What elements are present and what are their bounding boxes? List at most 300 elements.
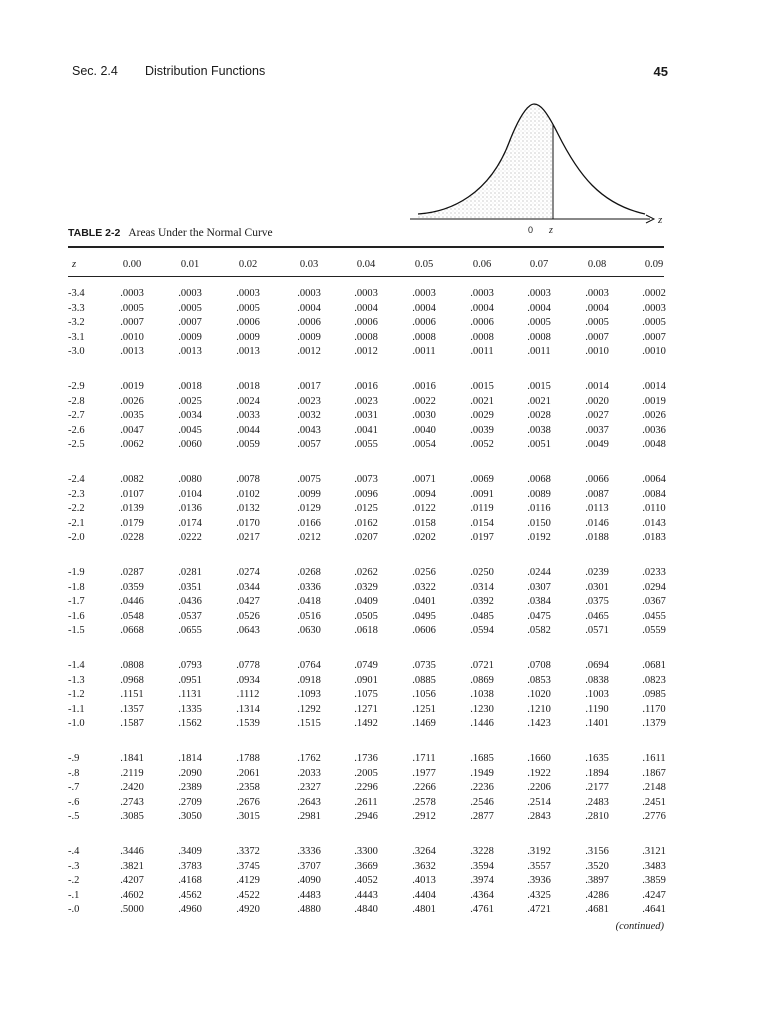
- area-cell: .0011: [412, 346, 436, 357]
- area-cell: .0268: [297, 567, 321, 578]
- area-cell: .2033: [297, 767, 321, 779]
- area-cell: .0009: [297, 331, 321, 343]
- area-cell: .0516: [297, 610, 321, 622]
- area-cell: .0197: [470, 532, 494, 543]
- area-cell: .1379: [642, 718, 666, 729]
- z-value-cell: -3.3: [68, 302, 85, 314]
- z-value-cell: -2.6: [68, 424, 85, 436]
- area-cell: .2389: [178, 782, 202, 793]
- area-cell: .0069: [470, 474, 494, 485]
- area-cell: .1949: [470, 767, 494, 779]
- area-cell: .0018: [236, 381, 260, 392]
- continued-note: (continued): [615, 921, 664, 932]
- area-cell: .0048: [642, 439, 666, 450]
- area-cell: .0026: [642, 410, 666, 421]
- area-cell: .4207: [120, 875, 144, 886]
- area-cell: .0006: [236, 317, 260, 328]
- area-cell: .0116: [527, 503, 551, 514]
- area-cell: .0003: [642, 302, 666, 314]
- area-cell: .0004: [297, 302, 321, 314]
- area-cell: .0016: [412, 381, 436, 392]
- area-cell: .0793: [178, 660, 202, 671]
- area-cell: .0004: [412, 302, 436, 314]
- z-value-cell: -1.9: [68, 567, 85, 578]
- area-cell: .0010: [585, 346, 609, 357]
- area-cell: .2327: [297, 782, 321, 793]
- area-cell: .4602: [120, 889, 144, 901]
- area-cell: .2843: [527, 811, 551, 822]
- area-cell: .0015: [527, 381, 551, 392]
- area-cell: .0038: [527, 424, 551, 436]
- z-value-cell: -2.4: [68, 474, 85, 485]
- area-cell: .4052: [354, 875, 378, 886]
- z-value-cell: -.0: [68, 904, 80, 915]
- area-cell: .4681: [585, 904, 609, 915]
- area-cell: .0003: [527, 288, 551, 299]
- area-cell: .0885: [412, 674, 436, 686]
- area-cell: .4562: [178, 889, 202, 901]
- area-cell: .0322: [412, 581, 436, 593]
- area-cell: .0495: [412, 610, 436, 622]
- area-cell: .0073: [354, 474, 378, 485]
- area-cell: .0008: [412, 331, 436, 343]
- area-cell: .0110: [642, 503, 666, 514]
- area-cell: .3897: [585, 875, 609, 886]
- zero-label: 0: [528, 225, 534, 235]
- area-cell: .3821: [120, 860, 144, 872]
- area-cell: .3446: [120, 846, 144, 857]
- area-cell: .0084: [642, 488, 666, 500]
- area-cell: .2709: [178, 796, 202, 808]
- header-col-0.02: 0.02: [238, 259, 258, 270]
- area-cell: .0250: [470, 567, 494, 578]
- area-cell: .0002: [642, 288, 666, 299]
- section-label: Sec. 2.4: [72, 64, 118, 78]
- area-cell: .2483: [585, 796, 609, 808]
- area-cell: .0418: [297, 596, 321, 607]
- area-cell: .0013: [120, 346, 144, 357]
- area-cell: .1736: [354, 753, 378, 764]
- area-cell: .1038: [470, 689, 494, 700]
- area-cell: .1314: [236, 703, 260, 715]
- area-cell: .0035: [120, 410, 144, 421]
- area-cell: .4761: [470, 904, 494, 915]
- area-cell: .0202: [412, 532, 436, 543]
- area-cell: .0708: [527, 660, 551, 671]
- area-cell: .2514: [527, 796, 551, 808]
- area-cell: .0044: [236, 424, 260, 436]
- area-cell: .1814: [178, 753, 202, 764]
- area-cell: .3745: [236, 860, 260, 872]
- area-cell: .3594: [470, 860, 494, 872]
- page-number: 45: [653, 64, 668, 79]
- area-cell: .2981: [297, 811, 321, 822]
- area-cell: .0559: [642, 625, 666, 636]
- area-cell: .4404: [412, 889, 436, 901]
- area-cell: .0003: [470, 288, 494, 299]
- area-cell: .4013: [412, 875, 436, 886]
- area-cell: .1635: [585, 753, 609, 764]
- area-cell: .4641: [642, 904, 666, 915]
- area-cell: .0136: [178, 503, 202, 514]
- header-col-0.07: 0.07: [529, 259, 549, 270]
- area-cell: .0013: [178, 346, 202, 357]
- area-cell: .0047: [120, 424, 144, 436]
- area-cell: .0008: [354, 331, 378, 343]
- area-cell: .2148: [642, 782, 666, 793]
- area-cell: .3557: [527, 860, 551, 872]
- area-cell: .0003: [354, 288, 378, 299]
- z-value-cell: -1.4: [68, 660, 85, 671]
- z-value-cell: -1.7: [68, 596, 85, 607]
- area-cell: .0228: [120, 532, 144, 543]
- area-cell: .3015: [236, 811, 260, 822]
- area-cell: .0179: [120, 517, 144, 529]
- area-cell: .0192: [527, 532, 551, 543]
- area-cell: .4840: [354, 904, 378, 915]
- area-cell: .0764: [297, 660, 321, 671]
- area-cell: .0721: [470, 660, 494, 671]
- area-cell: .0054: [412, 439, 436, 450]
- area-cell: .0735: [412, 660, 436, 671]
- area-cell: .1711: [412, 753, 436, 764]
- area-cell: .0005: [120, 302, 144, 314]
- area-cell: .0823: [642, 674, 666, 686]
- area-cell: .3192: [527, 846, 551, 857]
- z-value-cell: -2.9: [68, 381, 85, 392]
- area-cell: .0010: [642, 346, 666, 357]
- area-cell: .0024: [236, 395, 260, 407]
- area-cell: .0643: [236, 625, 260, 636]
- z-value-cell: -.8: [68, 767, 80, 779]
- z-value-cell: -1.6: [68, 610, 85, 622]
- area-cell: .0150: [527, 517, 551, 529]
- area-cell: .0020: [585, 395, 609, 407]
- area-cell: .0043: [297, 424, 321, 436]
- area-cell: .0694: [585, 660, 609, 671]
- area-cell: .0021: [470, 395, 494, 407]
- header-col-0.08: 0.08: [587, 259, 607, 270]
- area-cell: .3783: [178, 860, 202, 872]
- area-cell: .0021: [527, 395, 551, 407]
- area-cell: .0918: [297, 674, 321, 686]
- area-cell: .3669: [354, 860, 378, 872]
- area-cell: .0256: [412, 567, 436, 578]
- area-cell: .2877: [470, 811, 494, 822]
- area-cell: .3707: [297, 860, 321, 872]
- area-cell: .1515: [297, 718, 321, 729]
- area-cell: .1977: [412, 767, 436, 779]
- area-cell: .0016: [354, 381, 378, 392]
- area-cell: .0031: [354, 410, 378, 421]
- area-cell: .0006: [412, 317, 436, 328]
- area-cell: .0082: [120, 474, 144, 485]
- area-cell: .0951: [178, 674, 202, 686]
- area-cell: .1335: [178, 703, 202, 715]
- area-cell: .1562: [178, 718, 202, 729]
- area-cell: .2912: [412, 811, 436, 822]
- area-cell: .1685: [470, 753, 494, 764]
- area-cell: .0078: [236, 474, 260, 485]
- area-cell: .0055: [354, 439, 378, 450]
- area-cell: .2206: [527, 782, 551, 793]
- area-cell: .0274: [236, 567, 260, 578]
- header-col-0.05: 0.05: [414, 259, 434, 270]
- area-cell: .0006: [297, 317, 321, 328]
- area-cell: .2420: [120, 782, 144, 793]
- area-cell: .0087: [585, 488, 609, 500]
- z-value-cell: -.6: [68, 796, 80, 808]
- area-cell: .0401: [412, 596, 436, 607]
- area-cell: .1056: [412, 689, 436, 700]
- area-cell: .1788: [236, 753, 260, 764]
- area-cell: .0009: [178, 331, 202, 343]
- area-cell: .2946: [354, 811, 378, 822]
- area-cell: .0594: [470, 625, 494, 636]
- area-cell: .4364: [470, 889, 494, 901]
- area-cell: .0162: [354, 517, 378, 529]
- area-cell: .4483: [297, 889, 321, 901]
- area-cell: .0023: [354, 395, 378, 407]
- area-cell: .0222: [178, 532, 202, 543]
- area-cell: .0004: [527, 302, 551, 314]
- header-col-0.00: 0.00: [122, 259, 142, 270]
- z-value-cell: -.1: [68, 889, 80, 901]
- area-cell: .0336: [297, 581, 321, 593]
- area-cell: .0655: [178, 625, 202, 636]
- area-cell: .1151: [120, 689, 144, 700]
- header-col-0.01: 0.01: [180, 259, 200, 270]
- area-cell: .0030: [412, 410, 436, 421]
- table-title: Areas Under the Normal Curve: [128, 227, 273, 239]
- area-cell: .0045: [178, 424, 202, 436]
- area-cell: .0749: [354, 660, 378, 671]
- area-cell: .0170: [236, 517, 260, 529]
- area-cell: .0096: [354, 488, 378, 500]
- area-cell: .0307: [527, 581, 551, 593]
- area-cell: .0013: [236, 346, 260, 357]
- area-cell: .0778: [236, 660, 260, 671]
- area-cell: .0089: [527, 488, 551, 500]
- area-cell: .0154: [470, 517, 494, 529]
- area-cell: .0808: [120, 660, 144, 671]
- area-cell: .0004: [585, 302, 609, 314]
- z-marker-label: z: [549, 225, 553, 236]
- area-cell: .0233: [642, 567, 666, 578]
- z-value-cell: -2.8: [68, 395, 85, 407]
- area-cell: .0003: [120, 288, 144, 299]
- area-cell: .0006: [354, 317, 378, 328]
- area-cell: .0668: [120, 625, 144, 636]
- area-cell: .0526: [236, 610, 260, 622]
- area-cell: .4168: [178, 875, 202, 886]
- area-cell: .0122: [412, 503, 436, 514]
- area-cell: .0113: [585, 503, 609, 514]
- area-cell: .2119: [120, 767, 144, 779]
- area-cell: .0139: [120, 503, 144, 514]
- area-cell: .3974: [470, 875, 494, 886]
- area-cell: .0068: [527, 474, 551, 485]
- area-cell: .0036: [642, 424, 666, 436]
- area-cell: .0012: [354, 346, 378, 357]
- area-cell: .0049: [585, 439, 609, 450]
- area-cell: .0008: [470, 331, 494, 343]
- area-cell: .0188: [585, 532, 609, 543]
- z-value-cell: -1.1: [68, 703, 85, 715]
- area-cell: .0003: [236, 288, 260, 299]
- area-cell: .0212: [297, 532, 321, 543]
- z-value-cell: -2.2: [68, 503, 85, 514]
- area-cell: .0853: [527, 674, 551, 686]
- area-cell: .0367: [642, 596, 666, 607]
- z-value-cell: -.5: [68, 811, 80, 822]
- area-cell: .0057: [297, 439, 321, 450]
- area-cell: .0455: [642, 610, 666, 622]
- header-col-0.09: 0.09: [644, 259, 664, 270]
- area-cell: .0571: [585, 625, 609, 636]
- area-cell: .5000: [120, 904, 144, 915]
- area-cell: .1469: [412, 718, 436, 729]
- area-cell: .0011: [527, 346, 551, 357]
- area-cell: .4443: [354, 889, 378, 901]
- area-cell: .0039: [470, 424, 494, 436]
- area-cell: .0244: [527, 567, 551, 578]
- area-cell: .0392: [470, 596, 494, 607]
- area-cell: .0018: [178, 381, 202, 392]
- area-cell: .0003: [297, 288, 321, 299]
- area-cell: .3085: [120, 811, 144, 822]
- area-cell: .0010: [120, 331, 144, 343]
- area-cell: .2061: [236, 767, 260, 779]
- z-value-cell: -2.0: [68, 532, 85, 543]
- area-cell: .0485: [470, 610, 494, 622]
- area-cell: .0465: [585, 610, 609, 622]
- z-value-cell: -.3: [68, 860, 80, 872]
- area-cell: .2776: [642, 811, 666, 822]
- area-cell: .1841: [120, 753, 144, 764]
- area-cell: .3336: [297, 846, 321, 857]
- area-cell: .0091: [470, 488, 494, 500]
- area-cell: .0838: [585, 674, 609, 686]
- z-value-cell: -1.3: [68, 674, 85, 686]
- area-cell: .2451: [642, 796, 666, 808]
- area-cell: .3372: [236, 846, 260, 857]
- area-cell: .2005: [354, 767, 378, 779]
- area-cell: .0375: [585, 596, 609, 607]
- area-cell: .1210: [527, 703, 551, 715]
- area-cell: .0301: [585, 581, 609, 593]
- z-value-cell: -1.2: [68, 689, 85, 700]
- area-cell: .0314: [470, 581, 494, 593]
- area-cell: .1251: [412, 703, 436, 715]
- area-cell: .0548: [120, 610, 144, 622]
- header-col-0.04: 0.04: [356, 259, 376, 270]
- area-cell: .0099: [297, 488, 321, 500]
- area-cell: .1075: [354, 689, 378, 700]
- axis-z-label: z: [658, 214, 663, 226]
- area-cell: .0008: [527, 331, 551, 343]
- area-cell: .0869: [470, 674, 494, 686]
- area-cell: .0582: [527, 625, 551, 636]
- area-cell: .0384: [527, 596, 551, 607]
- area-cell: .0359: [120, 581, 144, 593]
- area-cell: .0158: [412, 517, 436, 529]
- area-cell: .0119: [470, 503, 494, 514]
- area-cell: .0475: [527, 610, 551, 622]
- area-cell: .4325: [527, 889, 551, 901]
- area-cell: .1292: [297, 703, 321, 715]
- area-cell: .0007: [178, 317, 202, 328]
- z-value-cell: -.4: [68, 846, 80, 857]
- area-cell: .1762: [297, 753, 321, 764]
- area-cell: .4880: [297, 904, 321, 915]
- area-cell: .1401: [585, 718, 609, 729]
- z-value-cell: -3.0: [68, 346, 85, 357]
- area-cell: .0934: [236, 674, 260, 686]
- z-value-cell: -3.1: [68, 331, 85, 343]
- area-cell: .0040: [412, 424, 436, 436]
- area-cell: .2743: [120, 796, 144, 808]
- area-cell: .1867: [642, 767, 666, 779]
- area-cell: .1131: [178, 689, 202, 700]
- area-cell: .1423: [527, 718, 551, 729]
- area-cell: .0029: [470, 410, 494, 421]
- area-cell: .3483: [642, 860, 666, 872]
- area-cell: .0033: [236, 410, 260, 421]
- area-cell: .0011: [470, 346, 494, 357]
- area-cell: .0287: [120, 567, 144, 578]
- area-cell: .0129: [297, 503, 321, 514]
- area-cell: .1003: [585, 689, 609, 700]
- area-cell: .0025: [178, 395, 202, 407]
- area-cell: .0104: [178, 488, 202, 500]
- area-cell: .2578: [412, 796, 436, 808]
- area-cell: .3264: [412, 846, 436, 857]
- area-cell: .0028: [527, 410, 551, 421]
- area-cell: .1894: [585, 767, 609, 779]
- area-cell: .0183: [642, 532, 666, 543]
- area-cell: .1093: [297, 689, 321, 700]
- area-cell: .0901: [354, 674, 378, 686]
- header-col-0.03: 0.03: [299, 259, 319, 270]
- area-cell: .4721: [527, 904, 551, 915]
- area-cell: .0143: [642, 517, 666, 529]
- area-cell: .0985: [642, 689, 666, 700]
- z-value-cell: -3.4: [68, 288, 85, 299]
- area-cell: .0022: [412, 395, 436, 407]
- area-cell: .0007: [585, 331, 609, 343]
- area-cell: .1922: [527, 767, 551, 779]
- area-cell: .0174: [178, 517, 202, 529]
- area-cell: .0294: [642, 581, 666, 593]
- area-cell: .3409: [178, 846, 202, 857]
- area-cell: .0027: [585, 410, 609, 421]
- area-cell: .0107: [120, 488, 144, 500]
- area-cell: .3632: [412, 860, 436, 872]
- area-cell: .0005: [178, 302, 202, 314]
- area-cell: .4129: [236, 875, 260, 886]
- area-cell: .1357: [120, 703, 144, 715]
- area-cell: .0166: [297, 517, 321, 529]
- area-cell: .0618: [354, 625, 378, 636]
- header-z: z: [72, 259, 77, 270]
- area-cell: .4920: [236, 904, 260, 915]
- area-cell: .0102: [236, 488, 260, 500]
- area-cell: .0014: [585, 381, 609, 392]
- area-cell: .2676: [236, 796, 260, 808]
- area-cell: .1611: [642, 753, 666, 764]
- area-cell: .0003: [585, 288, 609, 299]
